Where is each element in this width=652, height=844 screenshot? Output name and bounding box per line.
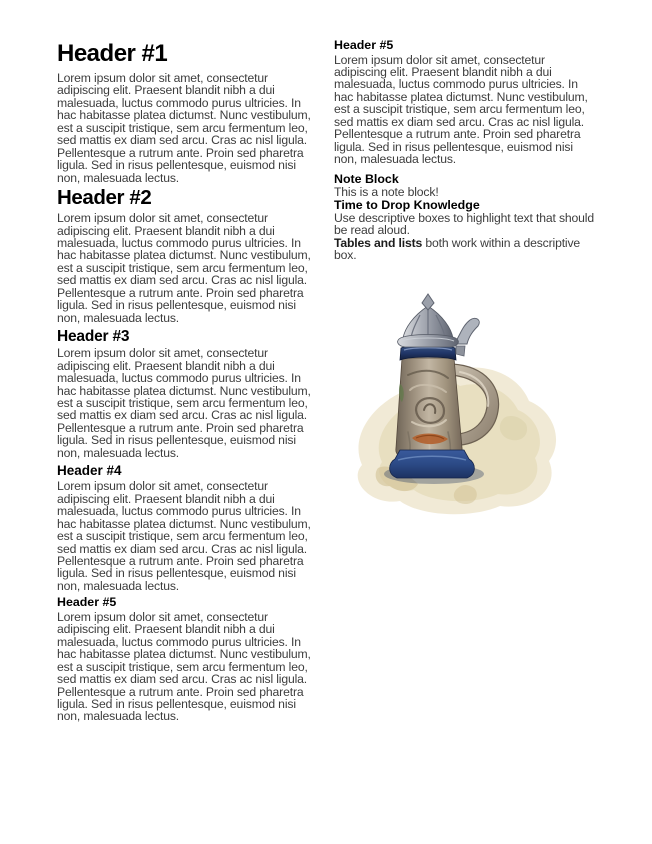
section-title: Header #5 — [334, 38, 394, 52]
note-block-body: This is a note block! — [334, 184, 439, 199]
stein-body — [396, 358, 462, 457]
section-paragraph: Lorem ipsum dolor sit amet, consectetur adipiscing elit. Praesent blandit nibh a dui malesuada, luctus commodo purus ultricies. In hac habitasse platea dictumst. Nunc vestibulum, est a suscipit tristique, sem arcu fermentum leo, sed mattis ex diam sed arcu. Cras ac nisl ligula. Pellentesque a rutrum ante. Proin sed pharetra ligula. Sed in risus pellentesque, euismod nisi non, malesuada lectus. — [57, 479, 311, 593]
section-paragraph: Lorem ipsum dolor sit amet, consectetur adipiscing elit. Praesent blandit nibh a dui malesuada, luctus commodo purus ultricies. In hac habitasse platea dictumst. Nunc vestibulum, est a suscipit tristique, sem arcu fermentum leo, sed mattis ex diam sed arcu. Cras ac nisl ligula. Pellentesque a rutrum ante. Proin sed pharetra ligula. Sed in risus pellentesque, euismod nisi non, malesuada lectus. — [57, 211, 311, 325]
tables-lists-line — [334, 237, 594, 262]
note-block — [334, 173, 594, 198]
right-column — [334, 0, 594, 262]
tables-lists-bold: Tables and lists — [334, 235, 423, 250]
stein-hinge — [456, 346, 465, 356]
section-header-4 — [57, 463, 317, 592]
section-header-3 — [57, 328, 317, 459]
section-header-2 — [57, 186, 317, 324]
knowledge-title: Time to Drop Knowledge — [334, 198, 480, 213]
stein-finial — [422, 294, 434, 310]
knowledge-block — [334, 199, 594, 262]
section-paragraph: Lorem ipsum dolor sit amet, consectetur adipiscing elit. Praesent blandit nibh a dui malesuada, luctus commodo purus ultricies. In hac habitasse platea dictumst. Nunc vestibulum, est a suscipit tristique, sem arcu fermentum leo, sed mattis ex diam sed arcu. Cras ac nisl ligula. Pellentesque a rutrum ante. Proin sed pharetra ligula. Sed in risus pellentesque, euismod nisi non, malesuada lectus. — [334, 52, 588, 167]
section-paragraph: Lorem ipsum dolor sit amet, consectetur adipiscing elit. Praesent blandit nibh a dui malesuada, luctus commodo purus ultricies. In hac habitasse platea dictumst. Nunc vestibulum, est a suscipit tristique, sem arcu fermentum leo, sed mattis ex diam sed arcu. Cras ac nisl ligula. Pellentesque a rutrum ante. Proin sed pharetra ligula. Sed in risus pellentesque, euismod nisi non, malesuada lectus. — [57, 71, 311, 185]
section-paragraph: Lorem ipsum dolor sit amet, consectetur adipiscing elit. Praesent blandit nibh a dui malesuada, luctus commodo purus ultricies. In hac habitasse platea dictumst. Nunc vestibulum, est a suscipit tristique, sem arcu fermentum leo, sed mattis ex diam sed arcu. Cras ac nisl ligula. Pellentesque a rutrum ante. Proin sed pharetra ligula. Sed in risus pellentesque, euismod nisi non, malesuada lectus. — [57, 346, 311, 460]
section-title: Header #2 — [57, 186, 152, 210]
section-title: Header #1 — [57, 40, 168, 67]
section-title: Header #4 — [57, 463, 122, 479]
knowledge-body: Use descriptive boxes to highlight text that should be read aloud. — [334, 211, 594, 238]
section-title: Header #3 — [57, 328, 130, 346]
left-column — [57, 0, 317, 725]
section-header-1 — [57, 41, 317, 184]
stein-base — [390, 450, 475, 478]
beer-stein-illustration — [338, 290, 570, 520]
stein-lid — [398, 294, 465, 356]
tables-lists-rest: both work within a descriptive box. — [334, 235, 581, 263]
section-title: Header #5 — [57, 595, 117, 610]
section-header-5-right — [334, 39, 594, 166]
note-block-title: Note Block — [334, 171, 399, 186]
section-paragraph: Lorem ipsum dolor sit amet, consectetur adipiscing elit. Praesent blandit nibh a dui malesuada, luctus commodo purus ultricies. In hac habitasse platea dictumst. Nunc vestibulum, est a suscipit tristique, sem arcu fermentum leo, sed mattis ex diam sed arcu. Cras ac nisl ligula. Pellentesque a rutrum ante. Proin sed pharetra ligula. Sed in risus pellentesque, euismod nisi non, malesuada lectus. — [57, 609, 311, 724]
section-header-5 — [57, 596, 317, 723]
